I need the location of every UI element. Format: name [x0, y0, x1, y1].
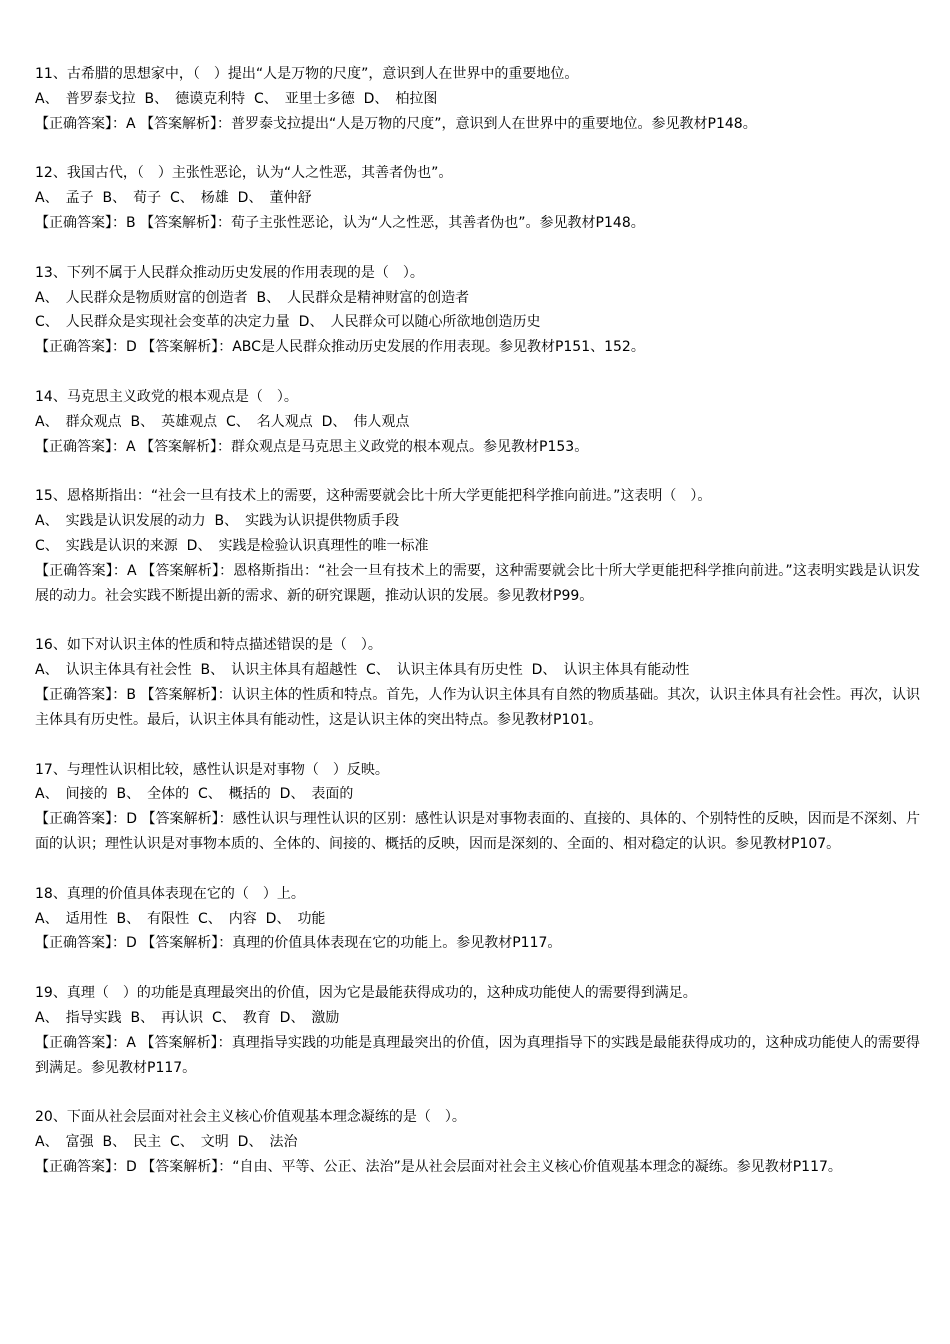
question-options: A、 适用性 B、 有限性 C、 内容 D、 功能 — [35, 910, 326, 927]
question-17 — [35, 758, 920, 857]
question-14 — [35, 385, 920, 459]
question-options: A、 普罗泰戈拉 B、 德谟克利特 C、 亚里士多德 D、 柏拉图 — [35, 90, 438, 107]
question-stem: 14、马克思主义政党的根本观点是（ ）。 — [35, 388, 298, 405]
question-options: A、 认识主体具有社会性 B、 认识主体具有超越性 C、 认识主体具有历史性 D、 认识主体具有能动性 — [35, 662, 690, 679]
answer-explanation: 【正确答案】：A 【答案解析】：群众观点是马克思主义政党的根本观点。参见教材P153。 — [35, 438, 589, 455]
document-page — [35, 62, 920, 1205]
question-stem: 17、与理性认识相比较，感性认识是对事物（ ）反映。 — [35, 761, 389, 778]
question-stem: 18、真理的价值具体表现在它的（ ）上。 — [35, 885, 305, 902]
question-options: A、 人民群众是物质财富的创造者 B、 人民群众是精神财富的创造者 — [35, 289, 470, 306]
answer-explanation: 【正确答案】：D 【答案解析】：感性认识与理性认识的区别：感性认识是对事物表面的、直接的、具体的、个别特性的反映，因而是不深刻、片面的认识；理性认识是对事物本质的、全体的、间接的、概括的反映，因而是深刻的、全面的、相对稳定的认识。参见教材P107。 — [35, 811, 920, 852]
question-15 — [35, 484, 920, 608]
question-options: A、 富强 B、 民主 C、 文明 D、 法治 — [35, 1134, 298, 1151]
question-16 — [35, 633, 920, 732]
question-stem: 13、下列不属于人民群众推动历史发展的作用表现的是（ ）。 — [35, 264, 424, 281]
question-stem: 12、我国古代，（ ）主张性恶论，认为“人之性恶，其善者伪也”。 — [35, 165, 453, 182]
answer-explanation: 【正确答案】：D 【答案解析】：真理的价值具体表现在它的功能上。参见教材P117。 — [35, 935, 562, 952]
question-stem: 20、下面从社会层面对社会主义核心价值观基本理念凝练的是（ ）。 — [35, 1109, 466, 1126]
question-13 — [35, 261, 920, 360]
question-options: A、 孟子 B、 荀子 C、 杨雄 D、 董仲舒 — [35, 190, 312, 207]
question-options: C、 实践是认识的来源 D、 实践是检验认识真理性的唯一标准 — [35, 537, 429, 554]
question-options: A、 实践是认识发展的动力 B、 实践为认识提供物质手段 — [35, 513, 400, 530]
question-stem: 15、恩格斯指出：“社会一旦有技术上的需要，这种需要就会比十所大学更能把科学推向前进。”这表明（ ）。 — [35, 488, 712, 505]
question-stem: 19、真理（ ）的功能是真理最突出的价值，因为它是最能获得成功的，这种成功能使人的需要得到满足。 — [35, 985, 697, 1002]
question-options: A、 群众观点 B、 英雄观点 C、 名人观点 D、 伟人观点 — [35, 413, 410, 430]
question-stem: 11、古希腊的思想家中，（ ）提出“人是万物的尺度”，意识到人在世界中的重要地位。 — [35, 66, 579, 82]
answer-explanation: 【正确答案】：D 【答案解析】：“自由、平等、公正、法治”是从社会层面对社会主义核心价值观基本理念的凝练。参见教材P117。 — [35, 1158, 842, 1175]
answer-explanation: 【正确答案】：A 【答案解析】：恩格斯指出：“社会一旦有技术上的需要，这种需要就会比十所大学更能把科学推向前进。”这表明实践是认识发展的动力。社会实践不断提出新的需求、新的研究课题，推动认识的发展。参见教材P99。 — [35, 562, 920, 604]
question-options: A、 指导实践 B、 再认识 C、 教育 D、 激励 — [35, 1009, 340, 1026]
question-18 — [35, 882, 920, 956]
answer-explanation: 【正确答案】：B 【答案解析】：认识主体的性质和特点。首先，人作为认识主体具有自然的物质基础。其次，认识主体具有社会性。再次，认识主体具有历史性。最后，认识主体具有能动性，这是认识主体的突出特点。参见教材P101。 — [35, 686, 920, 728]
question-11 — [35, 62, 920, 136]
answer-explanation: 【正确答案】：D 【答案解析】：ABC是人民群众推动历史发展的作用表现。参见教材P151、152。 — [35, 339, 645, 356]
question-20 — [35, 1105, 920, 1179]
question-options: C、 人民群众是实现社会变革的决定力量 D、 人民群众可以随心所欲地创造历史 — [35, 314, 541, 331]
question-19 — [35, 981, 920, 1080]
answer-explanation: 【正确答案】：A 【答案解析】：真理指导实践的功能是真理最突出的价值，因为真理指导下的实践是最能获得成功的，这种成功能使人的需要得到满足。参见教材P117。 — [35, 1034, 920, 1076]
question-12 — [35, 161, 920, 235]
answer-explanation: 【正确答案】：B 【答案解析】：荀子主张性恶论，认为“人之性恶，其善者伪也”。参见教材P148。 — [35, 214, 645, 231]
question-stem: 16、如下对认识主体的性质和特点描述错误的是（ ）。 — [35, 637, 382, 654]
question-options: A、 间接的 B、 全体的 C、 概括的 D、 表面的 — [35, 786, 354, 803]
answer-explanation: 【正确答案】：A 【答案解析】：普罗泰戈拉提出“人是万物的尺度”，意识到人在世界中的重要地位。参见教材P148。 — [35, 115, 757, 132]
